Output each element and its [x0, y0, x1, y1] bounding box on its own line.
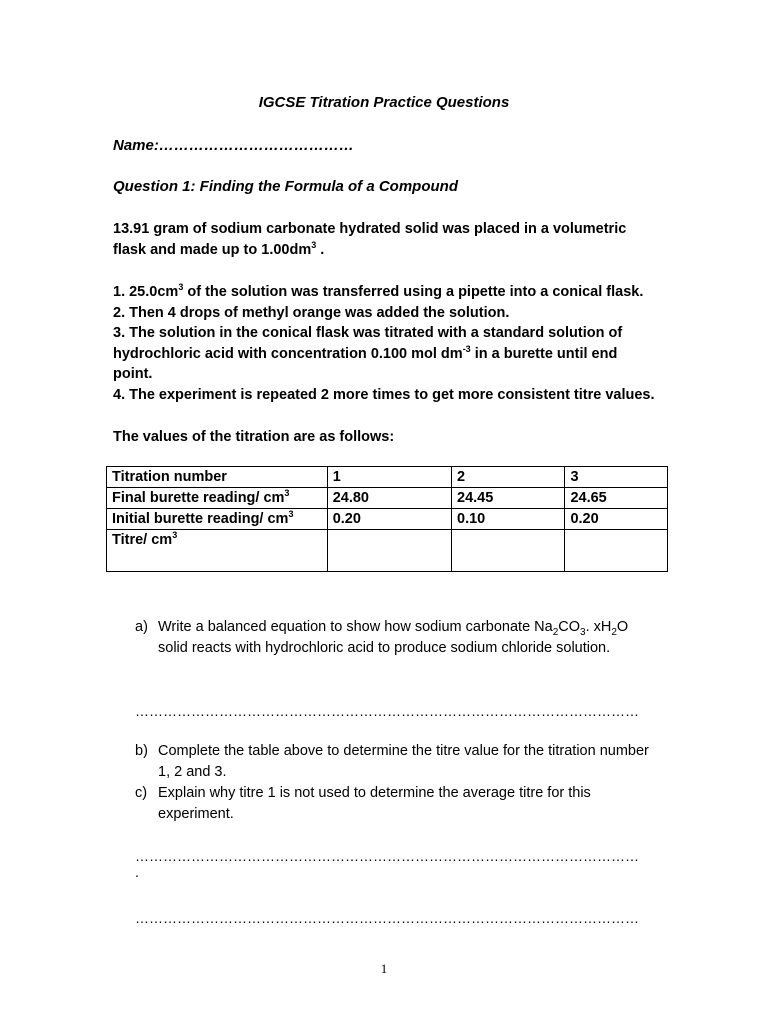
table-row-titre — [107, 530, 668, 572]
table-cell: Titre/ $cm^3$ — [107, 530, 328, 572]
question-c-line-2: experiment. — [158, 805, 234, 822]
step-3-line-3: point. — [113, 366, 153, 382]
table-intro: The values of the titration are as follows: — [113, 429, 395, 445]
question-heading: Question 1: Finding the Formula of a Compound — [113, 178, 458, 195]
question-b — [135, 741, 675, 782]
intro-line-1: 13.91 gram of sodium carbonate hydrated solid was placed in a volumetric — [113, 221, 627, 237]
question-c-label: c) — [135, 785, 148, 801]
step-2: 2. Then 4 drops of methyl orange was added the solution. — [113, 304, 510, 321]
answer-line-c-dot: . — [135, 864, 139, 880]
table-cell: 24.80 — [327, 488, 451, 509]
question-b-line-1: Complete the table above to determine the titre value for the titration number — [158, 743, 649, 759]
table-row-header — [107, 467, 668, 488]
answer-line-a: ……………………………………………………………………………………………… — [135, 703, 639, 719]
intro-line-2: flask and made up to $1.00dm^3$ . — [113, 239, 325, 258]
step-3-line-2: hydrochloric acid with concentration 0.100 mol $dm^{-3}$ in a burette until end — [113, 343, 618, 362]
name-field-label: Name:………………………………… — [113, 137, 354, 154]
step-4: 4. The experiment is repeated 2 more times to get more consistent titre values. — [113, 386, 655, 403]
question-a-line-1: Write a balanced equation to show how sodium carbonate $Na_2CO_3$. $xH_2O$ — [158, 619, 629, 638]
question-b-label: b) — [135, 743, 148, 759]
procedure-steps — [113, 282, 673, 405]
table-cell: 0.10 — [452, 509, 565, 530]
table-cell: 0.20 — [327, 509, 451, 530]
table-row-final — [107, 488, 668, 509]
intro-paragraph — [113, 219, 673, 260]
question-c-line-1: Explain why titre 1 is not used to determine the average titre for this — [158, 785, 591, 801]
table-cell: 2 — [452, 467, 565, 488]
answer-line-c-1: ……………………………………………………………………………………………… — [135, 848, 639, 864]
table-cell: 1 — [327, 467, 451, 488]
step-3-line-1: 3. The solution in the conical flask was titrated with a standard solution of — [113, 325, 623, 341]
step-1: 1. $25.0cm^3$ of the solution was transferred using a pipette into a conical flask. — [113, 282, 644, 300]
page-number: 1 — [380, 961, 388, 976]
question-a-line-2: solid reacts with hydrochloric acid to produce sodium chloride solution. — [158, 639, 611, 656]
answer-line-c-2: ……………………………………………………………………………………………… — [135, 910, 639, 926]
table-cell: 3 — [565, 467, 668, 488]
table-row-initial — [107, 509, 668, 530]
table-cell: 0.20 — [565, 509, 668, 530]
table-cell: 24.65 — [565, 488, 668, 509]
table-cell: Titration number — [107, 467, 328, 488]
document-title: IGCSE Titration Practice Questions — [258, 94, 510, 111]
table-cell — [565, 530, 668, 572]
table-cell: 24.45 — [452, 488, 565, 509]
table-cell — [327, 530, 451, 572]
table-cell: Final burette reading/ $cm^3$ — [107, 488, 328, 509]
question-a-label: a) — [135, 619, 148, 635]
titration-table — [106, 466, 668, 572]
question-b-line-2: 1, 2 and 3. — [158, 763, 227, 780]
question-c — [135, 783, 675, 824]
table-cell: Initial burette reading/ $cm^3$ — [107, 509, 328, 530]
question-a — [135, 617, 675, 658]
table-cell — [452, 530, 565, 572]
